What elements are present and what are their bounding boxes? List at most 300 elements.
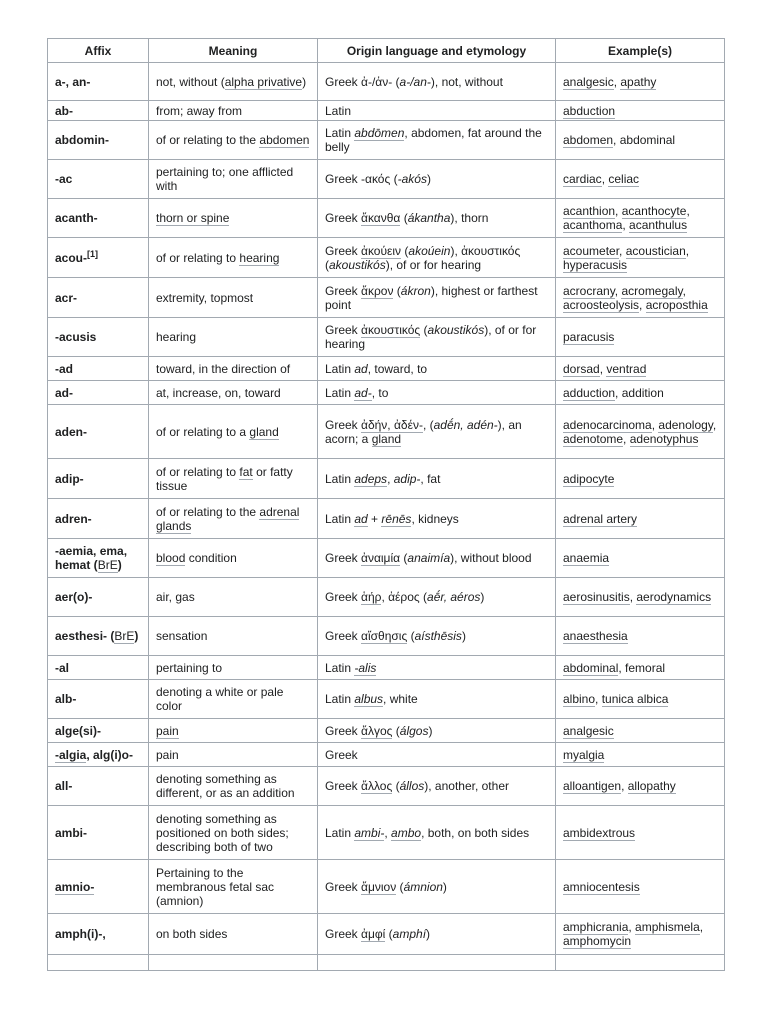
- cell-text: ,: [629, 590, 637, 604]
- examples-cell: [556, 719, 725, 743]
- cell-text: ): [442, 879, 447, 894]
- meaning-cell: [149, 63, 318, 101]
- cell-text: Greek: [325, 283, 362, 298]
- cell-text: Greek: [325, 211, 362, 225]
- cell-text: a-: [55, 74, 66, 89]
- cell-text: adḗn, adén-: [433, 417, 498, 432]
- header-origin[interactable]: Origin language and etymology: [318, 39, 556, 63]
- table-row: [48, 656, 725, 680]
- cell-text: sensation: [156, 629, 208, 643]
- affix-cell: [48, 357, 149, 381]
- cell-text: álgos: [399, 723, 429, 738]
- cell-text: extremity, topmost: [156, 290, 254, 305]
- cell-text: adip-: [393, 471, 421, 486]
- cell-text: alb-: [55, 692, 77, 706]
- cell-text: -al: [55, 660, 70, 675]
- examples-cell: [556, 381, 725, 405]
- wiki-link[interactable]: adipocyte: [563, 471, 615, 486]
- table-row: [48, 743, 725, 767]
- cell-text: , abdomen, fat around the belly: [325, 126, 542, 154]
- meaning-cell: [149, 680, 318, 719]
- cell-text: (: [396, 879, 404, 894]
- cell-text: ), ἀκουστικός (: [325, 243, 521, 272]
- wiki-link[interactable]: analgesic: [563, 74, 614, 89]
- origin-cell: [318, 405, 556, 459]
- wiki-link[interactable]: acroposthia: [645, 297, 708, 312]
- wiki-link[interactable]: aerosinusitis: [563, 590, 630, 604]
- cell-text: , white: [383, 692, 418, 706]
- cell-text: ,: [619, 243, 626, 258]
- examples-cell: [556, 278, 725, 318]
- wiki-link[interactable]: amnio-: [55, 879, 95, 894]
- wiki-link[interactable]: cardiac: [563, 172, 602, 186]
- cell-text: (: [407, 629, 415, 643]
- wiki-link[interactable]: BrE: [114, 629, 135, 643]
- examples-cell: [556, 617, 725, 656]
- cell-text: ): [426, 172, 431, 186]
- wiki-link[interactable]: ἄλγος: [361, 723, 393, 738]
- examples-cell: [556, 63, 725, 101]
- meaning-cell: [149, 278, 318, 318]
- wiki-link[interactable]: ventrad: [606, 361, 647, 376]
- wiki-link[interactable]: adenocarcinoma: [563, 417, 652, 432]
- wiki-link[interactable]: adenotyphus: [629, 431, 699, 446]
- cell-text: ), another, other: [424, 779, 509, 793]
- wiki-link[interactable]: anaesthesia: [563, 629, 628, 643]
- wiki-link[interactable]: acanthoma: [563, 218, 623, 232]
- wiki-link[interactable]: blood: [156, 551, 186, 565]
- cell-text: acou-: [55, 250, 88, 265]
- cell-text: Greek: [325, 747, 358, 762]
- cell-text: a-/an-: [399, 74, 431, 89]
- table-row: [48, 719, 725, 743]
- examples-cell: [556, 539, 725, 578]
- wiki-link[interactable]: ἀδήν, ἀδέν-: [361, 417, 423, 432]
- cell-text: Latin: [325, 511, 355, 526]
- meaning-cell: [149, 617, 318, 656]
- wiki-link[interactable]: amphicrania: [563, 920, 629, 934]
- meaning-cell: [149, 405, 318, 459]
- cell-text: ad: [354, 361, 368, 376]
- wiki-link[interactable]: ἄκανθα: [361, 211, 401, 225]
- examples-cell: [556, 357, 725, 381]
- cell-text: ), not, without: [430, 74, 503, 89]
- wiki-link[interactable]: acoustician: [625, 243, 686, 258]
- origin-cell: [318, 539, 556, 578]
- origin-cell: [318, 318, 556, 357]
- wiki-link[interactable]: ἀκουστικός: [361, 323, 421, 337]
- wiki-link[interactable]: ambo: [391, 825, 422, 840]
- table-header-row: [48, 39, 725, 63]
- origin-cell: [318, 238, 556, 278]
- origin-cell: [318, 578, 556, 617]
- cell-text: hearing: [156, 330, 197, 344]
- cell-text: , ἀέρος (: [381, 590, 428, 604]
- header-affix[interactable]: Affix: [48, 39, 149, 63]
- cell-text: Latin: [325, 692, 355, 706]
- wiki-link[interactable]: ad: [354, 511, 368, 526]
- origin-cell: [318, 101, 556, 121]
- wiki-link[interactable]: ἁήρ: [361, 590, 382, 604]
- cell-text: -ac: [55, 172, 73, 186]
- affix-cell: [48, 860, 149, 914]
- wiki-link[interactable]: abdominal: [563, 660, 619, 675]
- origin-cell: [318, 499, 556, 539]
- meaning-cell: [149, 357, 318, 381]
- cell-text: +: [367, 511, 382, 526]
- cell-text: (: [400, 211, 408, 225]
- wiki-link[interactable]: adeps: [354, 471, 388, 486]
- meaning-cell: [149, 656, 318, 680]
- cell-text: , kidneys: [411, 511, 459, 526]
- table-row: [48, 578, 725, 617]
- meaning-cell: [149, 955, 318, 971]
- cell-text: Latin: [325, 361, 355, 376]
- origin-cell: [318, 719, 556, 743]
- wiki-link[interactable]: acanthocyte: [621, 204, 687, 218]
- wiki-link[interactable]: αἴσθησις: [361, 629, 408, 643]
- cell-text: alge(si)-: [55, 723, 102, 738]
- meaning-cell: [149, 160, 318, 199]
- cell-text: ,: [599, 361, 607, 376]
- cell-text: ,: [615, 204, 622, 218]
- cell-text: , femoral: [618, 660, 666, 675]
- wiki-link[interactable]: myalgia: [563, 747, 605, 762]
- origin-cell: [318, 357, 556, 381]
- affix-cell: [48, 578, 149, 617]
- cell-text: not, without (: [156, 74, 225, 89]
- wiki-link[interactable]: ambi-: [354, 825, 385, 840]
- cell-text: ámnion: [403, 879, 443, 894]
- affix-cell: [48, 63, 149, 101]
- meaning-cell: [149, 914, 318, 955]
- cell-text: aḗr, aéros: [427, 590, 481, 604]
- wiki-link[interactable]: amphomycin: [563, 934, 632, 948]
- cell-text: of or relating to a: [156, 424, 250, 439]
- cell-text: ,: [621, 779, 628, 793]
- cell-text: or fatty tissue: [156, 464, 293, 493]
- origin-cell: [318, 278, 556, 318]
- wiki-link[interactable]: acroosteolysis: [563, 297, 640, 312]
- wiki-link[interactable]: acanthion: [563, 204, 616, 218]
- cell-text: -aemia, ema, hemat (: [55, 544, 128, 572]
- affix-cell: [48, 405, 149, 459]
- cell-text: pertaining to: [156, 660, 223, 675]
- cell-text: ): [480, 590, 485, 604]
- affix-table: [47, 38, 725, 971]
- wiki-link[interactable]: paracusis: [563, 330, 615, 344]
- examples-cell: [556, 743, 725, 767]
- table-row: [48, 539, 725, 578]
- cell-text: (: [392, 723, 400, 738]
- cell-text: ákron: [400, 283, 431, 298]
- affix-cell: [48, 381, 149, 405]
- wiki-link[interactable]: apathy: [620, 74, 657, 89]
- wiki-link[interactable]: aerodynamics: [636, 590, 712, 604]
- wiki-link[interactable]: pain: [156, 723, 179, 738]
- wiki-link[interactable]: ad-: [354, 385, 372, 400]
- cell-text: ), thorn: [450, 211, 489, 225]
- affix-cell: [48, 318, 149, 357]
- wiki-link[interactable]: albino: [563, 692, 596, 706]
- affix-cell: [48, 160, 149, 199]
- table-row: [48, 278, 725, 318]
- cell-text: Latin: [325, 385, 355, 400]
- cell-text: ): [134, 629, 139, 643]
- cell-text: Greek: [325, 551, 362, 565]
- cell-text: Latin: [325, 126, 355, 140]
- cell-text: ,: [651, 417, 659, 432]
- wiki-link[interactable]: ἄκρον: [361, 283, 394, 298]
- header-examples[interactable]: Example(s): [556, 39, 725, 63]
- cell-text: , (: [422, 417, 434, 432]
- cell-text: denoting something as positioned on both sides; describing both of two: [156, 811, 289, 854]
- wiki-link[interactable]: amphismela: [635, 920, 700, 934]
- cell-text: ): [428, 723, 433, 738]
- wiki-link[interactable]: albus: [354, 692, 384, 706]
- table-row: [48, 499, 725, 539]
- cell-text: ), an acorn; a: [325, 417, 522, 446]
- examples-cell: [556, 578, 725, 617]
- examples-cell: [556, 238, 725, 278]
- cell-text: Greek: [325, 629, 362, 643]
- wiki-link[interactable]: amniocentesis: [563, 879, 640, 894]
- origin-cell: [318, 806, 556, 860]
- cell-text: ,: [595, 692, 602, 706]
- meaning-cell: [149, 101, 318, 121]
- origin-cell: [318, 381, 556, 405]
- wiki-link[interactable]: gland: [249, 424, 279, 439]
- cell-text: denoting something as different, or as an addition: [156, 772, 295, 800]
- cell-text: ab-: [55, 103, 73, 118]
- wiki-link[interactable]: ἀναιμία: [361, 551, 401, 565]
- wiki-link[interactable]: adenotome: [563, 431, 624, 446]
- cell-text: amph(i)-,: [55, 927, 106, 941]
- header-meaning[interactable]: Meaning: [149, 39, 318, 63]
- cell-text: ): [426, 927, 431, 941]
- origin-cell: [318, 767, 556, 806]
- cell-text: from; away from: [156, 103, 243, 118]
- origin-cell: [318, 955, 556, 971]
- cell-text: (: [400, 551, 408, 565]
- affix-cell: [48, 539, 149, 578]
- table-row: [48, 121, 725, 160]
- cell-text: of or relating to the: [156, 504, 260, 519]
- wiki-link[interactable]: ἀκούειν: [361, 243, 402, 258]
- wiki-link[interactable]: BrE: [97, 558, 118, 572]
- wiki-link[interactable]: adrenal artery: [563, 511, 638, 526]
- examples-cell: [556, 656, 725, 680]
- affix-cell: [48, 238, 149, 278]
- affix-cell: [48, 278, 149, 318]
- examples-cell: [556, 955, 725, 971]
- wiki-link[interactable]: allopathy: [627, 779, 676, 793]
- table-row: [48, 318, 725, 357]
- cell-text: all-: [55, 779, 73, 793]
- cell-text: ambi-: [55, 825, 88, 840]
- origin-cell: [318, 680, 556, 719]
- cell-text: ), highest or farthest point: [325, 283, 538, 312]
- wiki-link[interactable]: fat: [239, 464, 253, 479]
- wiki-link[interactable]: tunica albica: [601, 692, 669, 706]
- cell-text: ): [302, 74, 307, 89]
- cell-text: ,: [384, 825, 392, 840]
- origin-cell: [318, 617, 556, 656]
- wiki-link[interactable]: acrocrany: [563, 283, 615, 298]
- cell-text: , addition: [615, 385, 664, 400]
- wiki-link[interactable]: anaemia: [563, 551, 610, 565]
- table-row: [48, 680, 725, 719]
- wiki-link[interactable]: -algia: [55, 747, 87, 762]
- wiki-link[interactable]: ambidextrous: [563, 825, 636, 840]
- cell-text: akoúein: [408, 243, 451, 258]
- meaning-cell: [149, 539, 318, 578]
- origin-cell: [318, 860, 556, 914]
- wiki-link[interactable]: celiac: [608, 172, 640, 186]
- origin-cell: [318, 743, 556, 767]
- table-row: [48, 101, 725, 121]
- wiki-link[interactable]: acoumeter: [563, 243, 620, 258]
- affix-cell: [48, 459, 149, 499]
- table-row: [48, 160, 725, 199]
- cell-text: , toward, to: [367, 361, 428, 376]
- meaning-cell: [149, 238, 318, 278]
- affix-cell: [48, 743, 149, 767]
- cell-text: abdomin-: [55, 133, 109, 147]
- cell-text: adip-: [55, 471, 84, 486]
- cell-text: air, gas: [156, 590, 195, 604]
- meaning-cell: [149, 578, 318, 617]
- cell-text: ,: [686, 204, 690, 218]
- cell-text: aísthēsis: [414, 629, 462, 643]
- origin-cell: [318, 199, 556, 238]
- cell-text: , both, on both sides: [421, 825, 530, 840]
- wiki-link[interactable]: analgesic: [563, 723, 614, 738]
- wiki-link[interactable]: adrenal glands: [156, 504, 300, 533]
- wiki-link[interactable]: abdomen: [259, 133, 310, 147]
- affix-cell: [48, 121, 149, 160]
- cell-text: Greek: [325, 243, 362, 258]
- cell-text: toward, in the direction of: [156, 361, 291, 376]
- cell-text: ,: [712, 417, 717, 432]
- cell-text: Greek: [325, 779, 362, 793]
- wiki-link[interactable]: thorn or spine: [156, 211, 230, 225]
- cell-text: akoustikós: [329, 257, 386, 272]
- examples-cell: [556, 318, 725, 357]
- wiki-link[interactable]: ἀμφί: [361, 927, 386, 941]
- table-row: [48, 199, 725, 238]
- cell-text: ,: [601, 172, 609, 186]
- cell-text: (: [420, 323, 428, 337]
- affix-cell: [48, 101, 149, 121]
- cell-text: ,: [387, 471, 394, 486]
- cell-text: ,: [699, 920, 704, 934]
- origin-cell: [318, 914, 556, 955]
- citation-ref[interactable]: [1]: [87, 248, 99, 259]
- cell-text: , alg(i)o-: [86, 747, 134, 762]
- cell-text: aer(o)-: [55, 590, 93, 604]
- meaning-cell: [149, 767, 318, 806]
- wiki-link[interactable]: gland: [371, 431, 402, 446]
- affix-cell: [48, 955, 149, 971]
- table-row: [48, 767, 725, 806]
- wiki-link[interactable]: dorsad: [563, 361, 600, 376]
- examples-cell: [556, 767, 725, 806]
- wiki-link[interactable]: -alis: [354, 660, 377, 675]
- cell-text: , to: [371, 385, 389, 400]
- wiki-link[interactable]: abdōmen: [354, 126, 405, 140]
- wiki-link[interactable]: hyperacusis: [563, 257, 628, 272]
- cell-text: (: [392, 779, 400, 793]
- meaning-cell: [149, 499, 318, 539]
- wiki-link[interactable]: acanthulus: [629, 218, 688, 232]
- cell-text: Pertaining to the membranous fetal sac (amnion): [156, 865, 275, 908]
- wiki-link[interactable]: abdomen: [563, 133, 614, 147]
- examples-cell: [556, 499, 725, 539]
- affix-cell: [48, 806, 149, 860]
- table-row: [48, 238, 725, 278]
- examples-cell: [556, 405, 725, 459]
- cell-text: condition: [185, 551, 237, 565]
- table-row: [48, 405, 725, 459]
- wiki-link[interactable]: ἄλλος: [361, 779, 393, 793]
- meaning-cell: [149, 381, 318, 405]
- wiki-link[interactable]: rēnēs: [381, 511, 412, 526]
- cell-text: állos: [399, 779, 425, 793]
- affix-cell: [48, 767, 149, 806]
- cell-text: pain: [156, 747, 179, 762]
- examples-cell: [556, 680, 725, 719]
- meaning-cell: [149, 719, 318, 743]
- wiki-link[interactable]: alpha privative: [224, 74, 303, 89]
- affix-cell: [48, 656, 149, 680]
- wiki-link[interactable]: ἄμνιον: [361, 879, 397, 894]
- cell-text: ,: [614, 283, 622, 298]
- table-row: [48, 955, 725, 971]
- cell-text: acr-: [55, 290, 78, 305]
- cell-text: ,: [639, 297, 646, 312]
- cell-text: (: [401, 243, 409, 258]
- cell-text: ), of or for hearing: [385, 257, 482, 272]
- wiki-link[interactable]: hearing: [239, 250, 280, 265]
- cell-text: Latin: [325, 825, 355, 840]
- examples-cell: [556, 101, 725, 121]
- origin-cell: [318, 63, 556, 101]
- cell-text: ,: [685, 243, 690, 258]
- wiki-link[interactable]: alloantigen: [563, 779, 622, 793]
- cell-text: Greek ἀ-/ἀν- (: [325, 74, 400, 89]
- meaning-cell: [149, 860, 318, 914]
- wiki-link[interactable]: adenology: [658, 417, 713, 432]
- cell-text: aden-: [55, 424, 88, 439]
- cell-text: denoting a white or pale color: [156, 685, 284, 713]
- cell-text: at, increase, on, toward: [156, 385, 281, 400]
- cell-text: ,: [613, 74, 621, 89]
- cell-text: anaimía: [407, 551, 451, 565]
- wiki-link[interactable]: acromegaly: [621, 283, 683, 298]
- examples-cell: [556, 121, 725, 160]
- examples-cell: [556, 860, 725, 914]
- meaning-cell: [149, 806, 318, 860]
- cell-text: of or relating to: [156, 464, 240, 479]
- wiki-link[interactable]: adduction: [563, 385, 616, 400]
- origin-cell: [318, 459, 556, 499]
- cell-text: -akós: [397, 172, 427, 186]
- affix-cell: [48, 680, 149, 719]
- cell-text: -ad: [55, 361, 73, 376]
- cell-text: of or relating to the: [156, 133, 260, 147]
- wiki-link[interactable]: abduction: [563, 103, 616, 118]
